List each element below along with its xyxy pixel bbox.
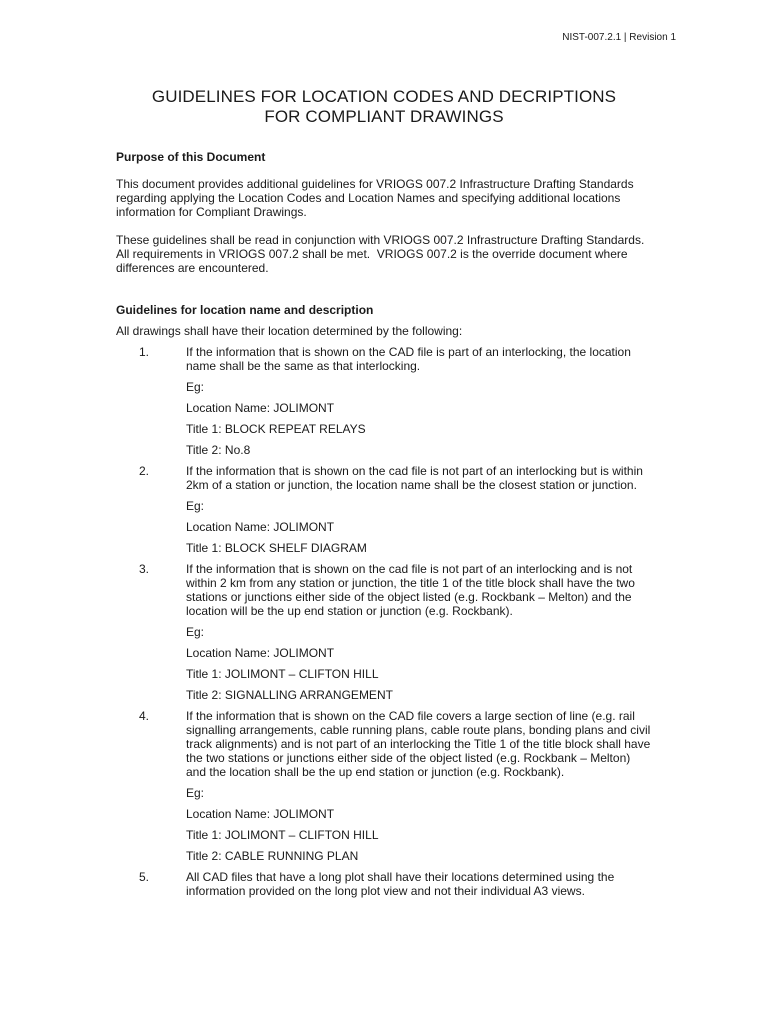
example-block xyxy=(186,786,652,863)
purpose-heading: Purpose of this Document xyxy=(116,150,266,164)
guidelines-list xyxy=(116,345,652,898)
purpose-paragraph-1: This document provides additional guidelines for VRIOGS 007.2 Infrastructure Drafting Standards regarding applying the Location Codes and Location Names and specifying additional locations information for Compliant Drawings. xyxy=(116,177,637,219)
example-block xyxy=(186,625,652,702)
example-location-name: Location Name: JOLIMONT xyxy=(186,401,335,415)
list-item-text: If the information that is shown on the cad file is not part of an interlocking and is not within 2 km from any station or junction, the title 1 of the title block shall have the two stations or junctions either side of the object listed (e.g. Rockbank – Melton) and the location will be the up end station or junction (e.g. Rockbank). xyxy=(186,562,639,618)
list-item xyxy=(116,464,652,555)
document-title-line-2: FOR COMPLIANT DRAWINGS xyxy=(264,107,504,126)
list-item-text: If the information that is shown on the CAD file covers a large section of line (e.g. rail signalling arrangements, cable running plans, cable route plans, bonding plans and civil track alignments) and is not part of an interlocking the Title 1 of the title block shall have the two stations or junctions either side of the object listed (e.g. Rockbank – Melton) and the location shall be the up end station or junction (e.g. Rockbank). xyxy=(186,709,654,779)
example-label: Eg: xyxy=(186,499,205,513)
list-item-number: 2. xyxy=(139,464,150,478)
example-label: Eg: xyxy=(186,786,205,800)
example-block xyxy=(186,380,652,457)
document-reference: NIST-007.2.1 | Revision 1 xyxy=(562,32,676,43)
example-title-2: Title 2: No.8 xyxy=(186,443,251,457)
list-item-number: 1. xyxy=(139,345,150,359)
list-item xyxy=(116,562,652,702)
example-title-1: Title 1: BLOCK SHELF DIAGRAM xyxy=(186,541,367,555)
list-item xyxy=(116,345,652,457)
list-item-text: All CAD files that have a long plot shall have their locations determined using the information provided on the long plot view and not their individual A3 views. xyxy=(186,870,618,898)
example-title-2: Title 2: CABLE RUNNING PLAN xyxy=(186,849,359,863)
example-block xyxy=(186,499,652,555)
guidelines-heading: Guidelines for location name and description xyxy=(116,303,374,317)
list-item xyxy=(116,709,652,863)
document-title xyxy=(0,87,768,127)
example-location-name: Location Name: JOLIMONT xyxy=(186,520,335,534)
example-label: Eg: xyxy=(186,625,205,639)
list-item-number: 3. xyxy=(139,562,150,576)
purpose-paragraph-2: These guidelines shall be read in conjunction with VRIOGS 007.2 Infrastructure Drafting Standards. All requirements in VRIOGS 007.2 shall be met. VRIOGS 007.2 is the override document where differences are encountered. xyxy=(116,233,654,275)
document-title-line-1: GUIDELINES FOR LOCATION CODES AND DECRIPTIONS xyxy=(151,87,617,106)
example-title-2: Title 2: SIGNALLING ARRANGEMENT xyxy=(186,688,393,702)
list-item xyxy=(116,870,652,898)
example-label: Eg: xyxy=(186,380,205,394)
list-item-text: If the information that is shown on the CAD file is part of an interlocking, the location name shall be the same as that interlocking. xyxy=(186,345,635,373)
example-location-name: Location Name: JOLIMONT xyxy=(186,807,335,821)
document-body xyxy=(116,150,652,905)
example-title-1: Title 1: JOLIMONT – CLIFTON HILL xyxy=(186,667,379,681)
example-title-1: Title 1: BLOCK REPEAT RELAYS xyxy=(186,422,366,436)
example-title-1: Title 1: JOLIMONT – CLIFTON HILL xyxy=(186,828,379,842)
list-item-text: If the information that is shown on the cad file is not part of an interlocking but is within 2km of a station or junction, the location name shall be the closest station or junction. xyxy=(186,464,647,492)
guidelines-intro: All drawings shall have their location determined by the following: xyxy=(116,324,463,338)
list-item-number: 4. xyxy=(139,709,150,723)
example-location-name: Location Name: JOLIMONT xyxy=(186,646,335,660)
list-item-number: 5. xyxy=(139,870,150,884)
